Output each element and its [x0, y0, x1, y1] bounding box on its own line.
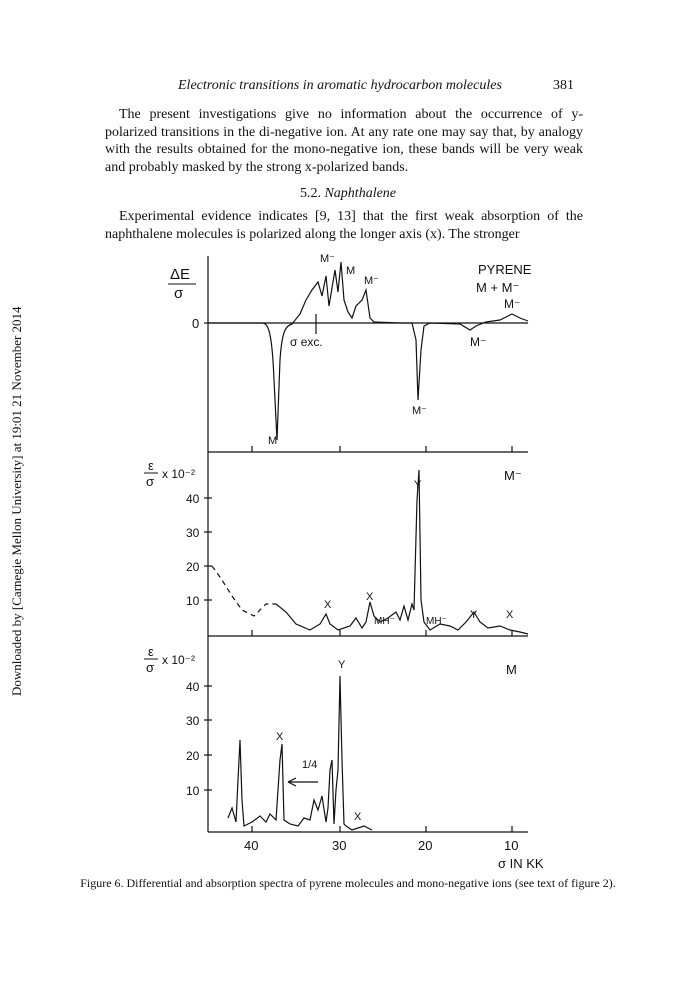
- sigma-exc-label: σ exc.: [290, 335, 323, 349]
- x-tick-0: 40: [244, 838, 259, 853]
- bot-tick-1: 30: [186, 714, 200, 728]
- mid-tick-1: 30: [186, 526, 200, 540]
- mid-label-2: X: [366, 591, 374, 603]
- bot-tick-3: 10: [186, 784, 200, 798]
- mid-absorption-curve: [276, 470, 528, 634]
- figure-caption: Figure 6. Differential and absorption spectra of pyrene molecules and mono-negative ions (see text of figure 2).: [80, 876, 616, 890]
- mid-label-0: Y: [414, 479, 422, 491]
- mid-label-6: X: [506, 609, 514, 621]
- mid-scale-label: x 10⁻²: [162, 467, 196, 481]
- mid-label-4: MH⁻: [426, 616, 447, 627]
- top-label-4: M⁻: [412, 405, 427, 417]
- mid-dashed-curve: [212, 566, 276, 616]
- mid-tick-2: 20: [186, 560, 200, 574]
- mid-tick-0: 40: [186, 492, 200, 506]
- bot-label-1: X: [276, 731, 284, 743]
- bot-eps-label: ε: [148, 644, 154, 659]
- bot-tick-0: 40: [186, 680, 200, 694]
- legend-line-1: M + M⁻: [476, 280, 520, 295]
- page-number: 381: [553, 78, 574, 93]
- panel-title: PYRENE: [478, 262, 532, 277]
- sigma-den-label: σ: [174, 285, 184, 302]
- top-label-0: M⁻: [320, 253, 335, 265]
- running-title: Electronic transitions in aromatic hydrocarbon molecules: [178, 78, 502, 93]
- mid-species: M⁻: [504, 468, 522, 483]
- mid-sigma-label: σ: [146, 474, 155, 489]
- download-note: Downloaded by [Carnegie Mellon University] at 19:01 21 November 2014: [9, 306, 24, 696]
- mid-label-3: MH⁻: [374, 616, 395, 627]
- scale-marker: 1/4: [302, 759, 318, 771]
- delta-e-label: ΔE: [170, 266, 191, 283]
- x-tick-3: 10: [504, 838, 519, 853]
- mid-eps-label: ε: [148, 458, 154, 473]
- bot-scale-label: x 10⁻²: [162, 653, 196, 667]
- bot-absorption-curve: [228, 676, 372, 830]
- section-number: 5.2.: [299, 186, 321, 201]
- paragraph-1-text: The present investigations give no information about the occurrence of y-polarized transitions in the di-negative ion. At any rate one may say that, by analogy with the results obtained for the mono-negative ion, these bands will be very weak and probably masked by the strong x-polarized bands.: [105, 107, 583, 175]
- mid-tick-3: 10: [186, 594, 200, 608]
- bot-label-2: X: [354, 811, 362, 823]
- bot-sigma-label: σ: [146, 660, 155, 675]
- x-tick-2: 20: [418, 838, 433, 853]
- x-unit-label: σ IN KK: [498, 856, 544, 871]
- legend-right: M⁻: [470, 335, 487, 349]
- x-tick-1: 30: [332, 838, 347, 853]
- top-label-2: M⁻: [364, 275, 379, 287]
- top-label-3: M: [268, 435, 278, 447]
- paragraph-2-text: Experimental evidence indicates [9, 13] that the first weak absorption of the naphthalene molecules is polarized along the longer axis (x). The stronger: [105, 209, 583, 242]
- zero-label: 0: [192, 316, 200, 331]
- mid-label-1: X: [324, 599, 332, 611]
- top-label-1: M: [346, 265, 356, 277]
- legend-line-2: M⁻: [504, 297, 521, 311]
- bot-label-0: Y: [338, 659, 346, 671]
- mid-label-5: Y: [470, 609, 478, 621]
- bot-species: M: [506, 662, 517, 677]
- section-title: Naphthalene: [324, 186, 397, 201]
- bot-tick-2: 20: [186, 749, 200, 763]
